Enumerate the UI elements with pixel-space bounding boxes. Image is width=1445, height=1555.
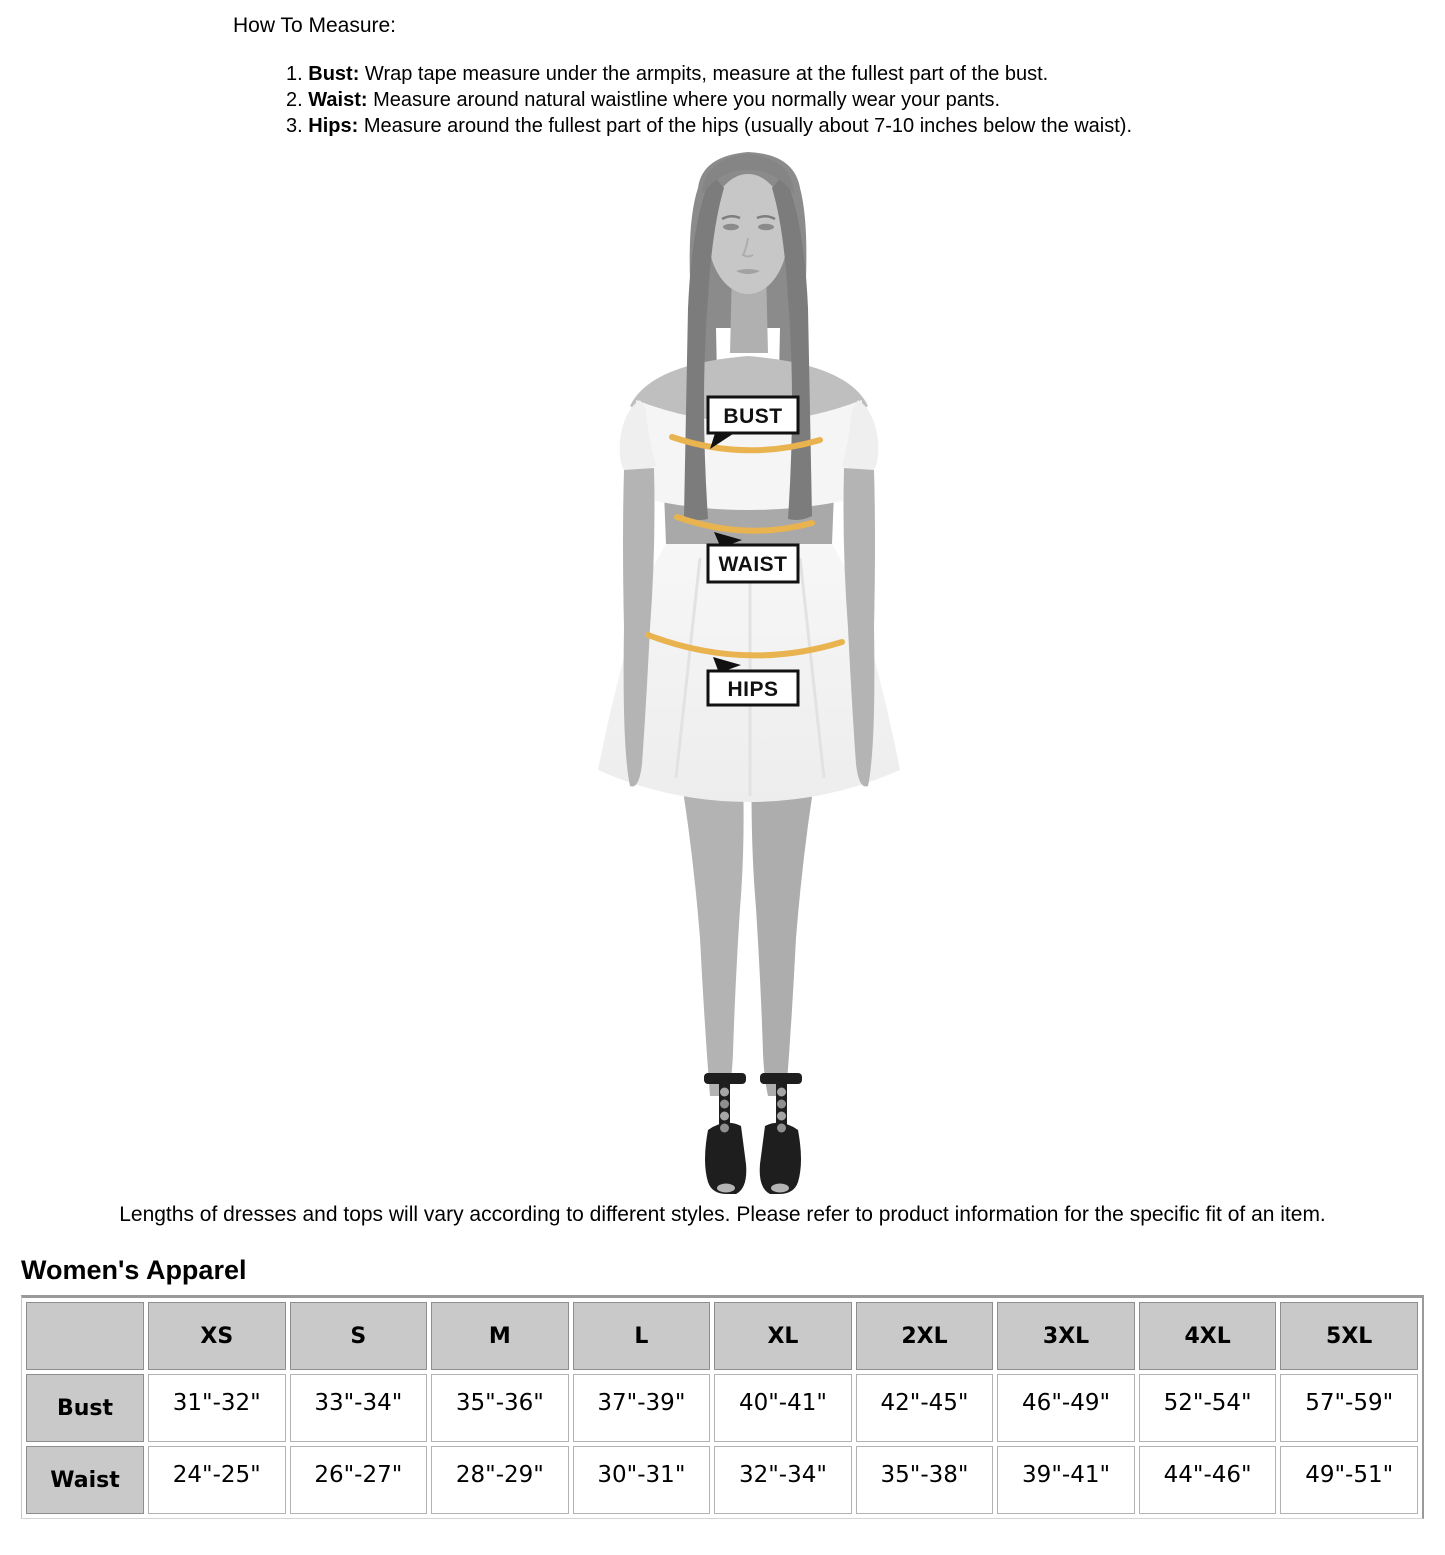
size-column-header: 3XL xyxy=(997,1302,1135,1370)
instruction-text: Wrap tape measure under the armpits, measure at the fullest part of the bust. xyxy=(364,63,1049,85)
size-column-header: M xyxy=(431,1302,569,1370)
waist-value: 49"-51" xyxy=(1280,1446,1418,1514)
bust-value: 57"-59" xyxy=(1280,1374,1418,1442)
instruction-text: Measure around natural waistline where you normally wear your pants. xyxy=(373,89,1001,111)
instruction-number: 2. xyxy=(286,89,303,111)
row-label: Waist xyxy=(26,1446,144,1514)
instruction-text: Measure around the fullest part of the hips (usually about 7-10 inches below the waist). xyxy=(363,115,1133,137)
model-figure xyxy=(580,148,930,1198)
table-header-row xyxy=(26,1302,1418,1370)
size-column-header: S xyxy=(290,1302,428,1370)
instruction-waist xyxy=(286,87,1132,113)
measure-instructions xyxy=(286,61,1132,139)
waist-value: 28"-29" xyxy=(431,1446,569,1514)
size-column-header: L xyxy=(573,1302,711,1370)
bust-value: 31"-32" xyxy=(148,1374,286,1442)
bust-value: 46"-49" xyxy=(997,1374,1135,1442)
size-column-header: XL xyxy=(714,1302,852,1370)
bust-value: 35"-36" xyxy=(431,1374,569,1442)
bust-value: 42"-45" xyxy=(856,1374,994,1442)
hips-callout-label: HIPS xyxy=(727,678,779,701)
right-eye xyxy=(758,224,774,230)
model-figure-illustration xyxy=(580,148,930,1198)
waist-callout-label: WAIST xyxy=(718,553,788,576)
page-title: How To Measure: xyxy=(233,14,397,37)
size-column-header: 5XL xyxy=(1280,1302,1418,1370)
bust-value: 33"-34" xyxy=(290,1374,428,1442)
right-shoe xyxy=(760,1073,802,1194)
left-eye xyxy=(723,224,739,230)
instruction-term: Bust: xyxy=(308,63,360,85)
waist-value: 30"-31" xyxy=(573,1446,711,1514)
bust-value: 52"-54" xyxy=(1139,1374,1277,1442)
size-column-header: 2XL xyxy=(856,1302,994,1370)
instruction-number: 1. xyxy=(286,63,303,85)
waist-value: 32"-34" xyxy=(714,1446,852,1514)
waist-value: 39"-41" xyxy=(997,1446,1135,1514)
section-title: Women's Apparel xyxy=(21,1255,247,1285)
waist-value: 44"-46" xyxy=(1139,1446,1277,1514)
fit-note: Lengths of dresses and tops will vary according to different styles. Please refer to product information for the specific fit of an item. xyxy=(119,1203,1326,1226)
instruction-term: Waist: xyxy=(308,89,368,111)
row-label: Bust xyxy=(26,1374,144,1442)
waist-value: 26"-27" xyxy=(290,1446,428,1514)
bust-value: 40"-41" xyxy=(714,1374,852,1442)
table-corner-cell xyxy=(26,1302,144,1370)
size-chart-table xyxy=(21,1295,1424,1519)
instruction-hips xyxy=(286,113,1132,139)
bust-callout-label: BUST xyxy=(723,405,783,428)
waist-value: 24"-25" xyxy=(148,1446,286,1514)
size-column-header: XS xyxy=(148,1302,286,1370)
instruction-term: Hips: xyxy=(308,115,359,137)
table-row-bust xyxy=(26,1374,1418,1442)
waist-value: 35"-38" xyxy=(856,1446,994,1514)
table-row-waist xyxy=(26,1446,1418,1514)
instruction-number: 3. xyxy=(286,115,303,137)
instruction-bust xyxy=(286,61,1132,87)
size-column-header: 4XL xyxy=(1139,1302,1277,1370)
bust-value: 37"-39" xyxy=(573,1374,711,1442)
